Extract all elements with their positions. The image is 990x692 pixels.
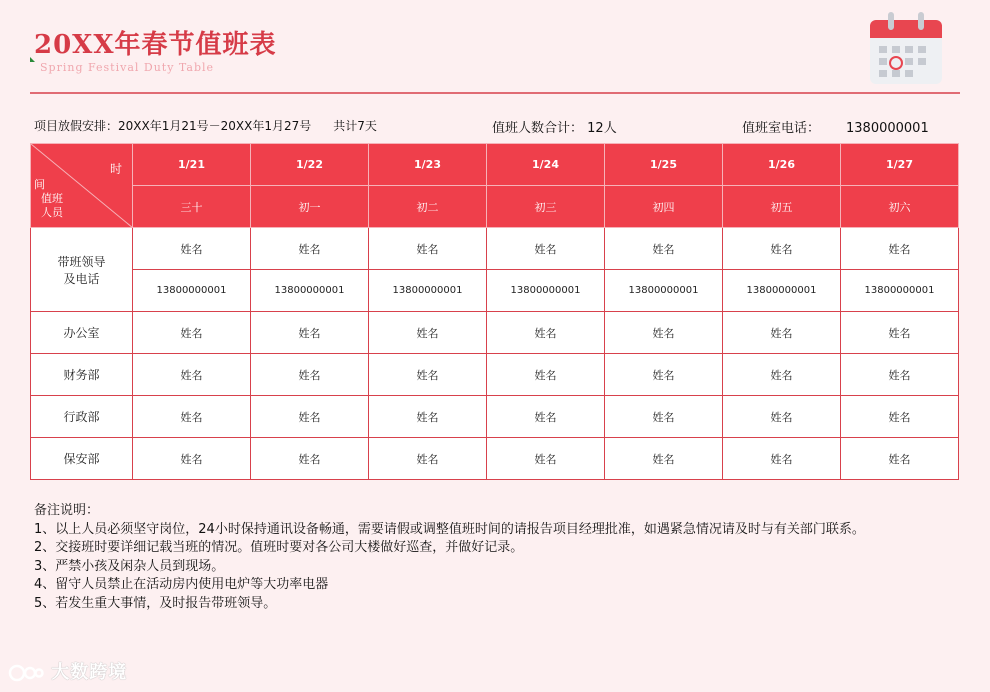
date-cell: 1/22 [251,144,369,186]
holiday-schedule [34,117,377,134]
corner-mark [30,57,35,62]
lunar-cell: 初一 [251,186,369,228]
lunar-cell: 初六 [841,186,959,228]
holiday-range: 20XX年1月21号－20XX年1月27号 [118,119,312,133]
lunar-cell: 三十 [133,186,251,228]
leader-name-cell: 姓名 [723,228,841,270]
leader-name-cell: 姓名 [487,228,605,270]
staff-name-cell: 姓名 [487,354,605,396]
department-label: 保安部 [31,438,133,480]
staff-count-label: 值班人数合计： [492,121,584,136]
duty-phone-value: 1380000001 [846,121,929,136]
watermark [8,658,127,684]
leader-phone-cell: 13800000001 [723,270,841,312]
staff-name-cell: 姓名 [723,354,841,396]
leader-phone-cell: 13800000001 [487,270,605,312]
corner-jian: 间 [34,178,45,191]
date-cell: 1/23 [369,144,487,186]
staff-name-cell: 姓名 [841,354,959,396]
staff-name-cell: 姓名 [251,354,369,396]
watermark-text: 大数跨境 [51,662,128,683]
date-cell: 1/27 [841,144,959,186]
lunar-cell: 初五 [723,186,841,228]
leader-name-cell: 姓名 [605,228,723,270]
leader-phone-cell: 13800000001 [841,270,959,312]
leader-name-cell: 姓名 [841,228,959,270]
staff-name-cell: 姓名 [487,312,605,354]
date-row [31,144,959,186]
lunar-cell: 初四 [605,186,723,228]
leader-label-line2: 及电话 [63,271,100,286]
staff-name-cell: 姓名 [369,396,487,438]
staff-name-cell: 姓名 [251,438,369,480]
total-days: 共计7天 [333,119,377,133]
staff-name-cell: 姓名 [133,312,251,354]
watermark-logo-icon [8,663,44,683]
leader-phone-row [31,270,959,312]
staff-name-cell: 姓名 [487,396,605,438]
date-cell: 1/21 [133,144,251,186]
leader-label-line1: 带班领导 [57,254,106,269]
table-row [31,396,959,438]
leader-name-cell: 姓名 [133,228,251,270]
calendar-icon [868,10,944,86]
department-label: 财务部 [31,354,133,396]
leader-name-row [31,228,959,270]
date-cell: 1/24 [487,144,605,186]
staff-name-cell: 姓名 [841,312,959,354]
department-label: 办公室 [31,312,133,354]
staff-name-cell: 姓名 [369,312,487,354]
duty-table [30,143,959,480]
leader-phone-cell: 13800000001 [605,270,723,312]
staff-name-cell: 姓名 [841,396,959,438]
date-cell: 1/25 [605,144,723,186]
leader-phone-cell: 13800000001 [133,270,251,312]
leader-name-cell: 姓名 [251,228,369,270]
staff-name-cell: 姓名 [487,438,605,480]
lunar-row [31,186,959,228]
staff-name-cell: 姓名 [133,396,251,438]
note-item: 1、以上人员必须坚守岗位，24小时保持通讯设备畅通，需要请假或调整值班时间的请报告项目经理批准，如遇紧急情况请及时与有关部门联系。 [34,521,865,537]
page-subtitle: Spring Festival Duty Table [40,61,215,74]
staff-name-cell: 姓名 [369,354,487,396]
lunar-cell: 初二 [369,186,487,228]
lunar-cell: 初三 [487,186,605,228]
corner-header-cell [31,144,133,228]
staff-name-cell: 姓名 [723,438,841,480]
duty-phone-label: 值班室电话： [742,121,821,136]
note-item: 4、留守人员禁止在活动房内使用电炉等大功率电器 [34,577,329,592]
table-row [31,312,959,354]
corner-duty: 值班 [41,192,63,205]
staff-name-cell: 姓名 [605,396,723,438]
staff-name-cell: 姓名 [251,312,369,354]
staff-name-cell: 姓名 [605,312,723,354]
leader-phone-cell: 13800000001 [369,270,487,312]
note-item: 2、交接班时要详细记载当班的情况。值班时要对各公司大楼做好巡查，并做好记录。 [34,540,524,555]
leader-name-cell: 姓名 [369,228,487,270]
notes-heading: 备注说明： [34,503,100,518]
corner-staff: 人员 [41,206,63,219]
duty-phone [742,117,929,136]
staff-name-cell: 姓名 [605,354,723,396]
staff-count-value: 12人 [587,121,617,136]
note-item: 3、严禁小孩及闲杂人员到现场。 [34,558,225,574]
staff-count [492,117,617,136]
staff-name-cell: 姓名 [133,354,251,396]
page-title: 20XX年春节值班表 [34,30,277,60]
staff-name-cell: 姓名 [133,438,251,480]
leader-phone-cell: 13800000001 [251,270,369,312]
leader-label-cell [31,228,133,312]
staff-name-cell: 姓名 [723,312,841,354]
date-cell: 1/26 [723,144,841,186]
notes-section [34,502,964,613]
note-item: 5、若发生重大事情，及时报告带班领导。 [34,595,277,611]
staff-name-cell: 姓名 [251,396,369,438]
department-label: 行政部 [31,396,133,438]
staff-name-cell: 姓名 [841,438,959,480]
header-divider [30,92,960,94]
holiday-label: 项目放假安排： [34,119,119,133]
table-row [31,438,959,480]
staff-name-cell: 姓名 [723,396,841,438]
corner-time: 时 [109,162,122,176]
staff-name-cell: 姓名 [369,438,487,480]
staff-name-cell: 姓名 [605,438,723,480]
table-row [31,354,959,396]
